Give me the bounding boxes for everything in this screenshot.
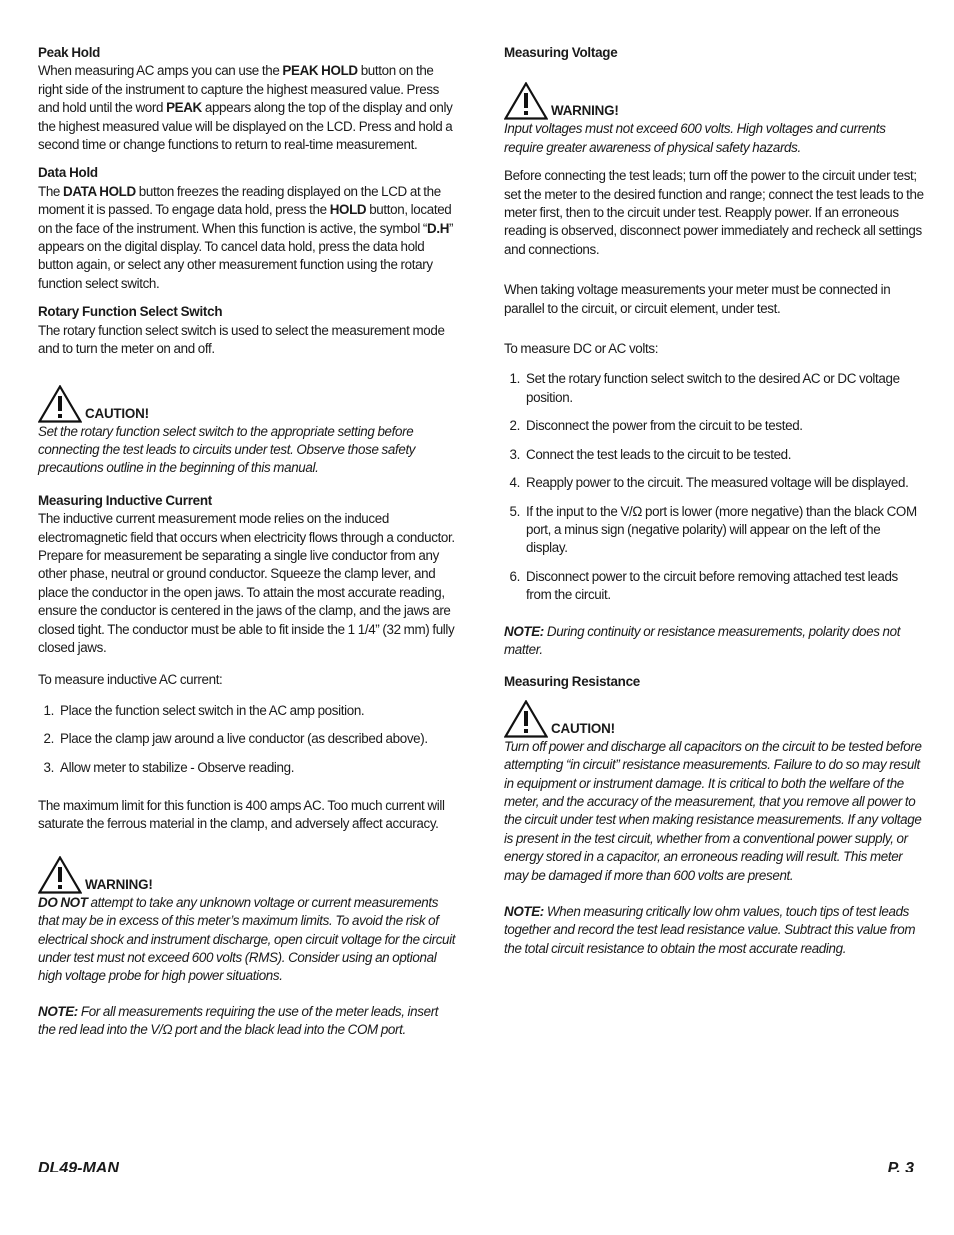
voltage-warning-label: WARNING!	[551, 103, 619, 119]
step-number: 6.	[509, 568, 520, 584]
step-text: Allow meter to stabilize - Observe reading.	[60, 759, 295, 775]
step-number: 1.	[43, 702, 54, 718]
rotary-section	[38, 303, 456, 358]
inductive-heading: Measuring Inductive Current	[38, 492, 212, 508]
warning-header	[38, 854, 456, 894]
list-item	[38, 759, 456, 777]
inductive-limit: The maximum limit for this function is 400 amps AC. Too much current will saturate the ferrous material in the clamp, and adversely affect accuracy.	[38, 798, 445, 832]
note-body: During continuity or resistance measurements, polarity does not matter.	[504, 623, 901, 657]
peak-hold-heading: Peak Hold	[38, 45, 101, 60]
warning-body: attempt to take any unknown voltage or current measurements that may be in excess of this meter’s maximum limits. To avoid the risk of electrical shock and instrument discharge, open circuit voltage for the circuit under test must not exceed 600 volts (RMS). Consider using an optional high voltage probe for high power situations.	[38, 894, 456, 984]
voltage-p2: When taking voltage measurements your meter must be connected in parallel to the circuit, or circuit element, under test.	[504, 282, 891, 316]
step-number: 4.	[509, 475, 520, 491]
list-item	[504, 474, 924, 492]
note-lead: NOTE:	[504, 623, 544, 639]
resistance-caution-label: CAUTION!	[551, 720, 615, 736]
caution-label: CAUTION!	[85, 405, 149, 421]
rotary-text: The rotary function select switch is used to select the measurement mode and to turn the meter on and off.	[38, 322, 445, 357]
caution-box-left	[38, 383, 456, 478]
hold-button-name: HOLD	[329, 202, 367, 218]
step-number: 5.	[509, 503, 520, 519]
inductive-section	[38, 492, 456, 834]
list-item	[38, 702, 456, 720]
step-text: Place the function select switch in the AC amp position.	[60, 702, 365, 718]
peak-hold-text	[38, 62, 456, 154]
voltage-steps	[504, 370, 924, 604]
rotary-heading: Rotary Function Select Switch	[38, 304, 223, 320]
peak-word: PEAK	[166, 100, 202, 116]
voltage-intro: To measure DC or AC volts:	[504, 341, 659, 357]
list-item	[504, 568, 924, 605]
note-lead: NOTE:	[504, 904, 544, 919]
note-lead: NOTE:	[38, 1003, 78, 1019]
resistance-caution-header	[504, 698, 924, 738]
step-number: 3.	[509, 446, 520, 462]
step-text: Set the rotary function select switch to the desired AC or DC voltage position.	[526, 371, 900, 405]
warning-triangle-icon	[38, 856, 82, 894]
footer-page-number: P. 3	[887, 1160, 914, 1172]
warning-text	[38, 894, 456, 986]
step-text: Disconnect power to the circuit before removing attached test leads from the circuit.	[526, 568, 898, 603]
do-not-lead: DO NOT	[38, 894, 88, 910]
note-body: For all measurements requiring the use of the meter leads, insert the red lead into the V/Ω port and the black lead into the COM port.	[38, 1003, 439, 1038]
data-hold-text-3: button, located on the face of the instrument. When this function is active, the symbol “	[38, 202, 452, 236]
step-number: 2.	[43, 731, 54, 747]
right-column	[504, 44, 924, 958]
note-left	[38, 1003, 456, 1040]
data-hold-text-1: The	[38, 183, 63, 199]
resistance-heading: Measuring Resistance	[504, 674, 640, 690]
note-text	[38, 1003, 456, 1040]
warning-triangle-icon	[504, 82, 548, 120]
warning-label: WARNING!	[85, 876, 153, 892]
caution-text: Set the rotary function select switch to the appropriate setting before connecting the test leads to circuits under test. Observe those safety precautions outline in the beginning of this manual.	[38, 423, 416, 476]
left-column	[38, 44, 456, 1040]
voltage-heading: Measuring Voltage	[504, 45, 618, 60]
data-hold-text-2: button freezes the reading displayed on the LCD at the moment it is passed. To engage data hold, press the	[38, 183, 441, 218]
data-hold-button-name: DATA HOLD	[63, 183, 136, 199]
step-text: Disconnect the power from the circuit to be tested.	[526, 418, 803, 434]
footer-doc-id: DL49-MAN	[38, 1160, 119, 1172]
voltage-p1: Before connecting the test leads; turn off the power to the circuit under test; set the meter to the desired function and range; connect the test leads to the meter first, then to the circuit under test. Reapply power. If an erroneous reading is observed, disconnect power immediately and recheck all settings and connections.	[504, 168, 924, 257]
data-hold-section	[38, 164, 456, 293]
step-number: 1.	[509, 371, 520, 387]
warning-triangle-icon	[38, 385, 82, 423]
step-number: 3.	[43, 759, 54, 775]
step-text: Connect the test leads to the circuit to be tested.	[526, 446, 792, 462]
warning-box-left	[38, 854, 456, 986]
inductive-text: The inductive current measurement mode relies on the induced electromagnetic field that occurs when electricity flows through a conductor. Prepare for measurement be separating a single live conductor from any other phase, neutral or ground conductor. Squeeze the clamp lever, and place the conductor in the open jaws. To attain the most accurate reading, ensure the conductor is centered in the jaws of the clamp, and the jaws are closed tight. The conductor must be able to fit inside the 1 1/4” (32 mm) fully closed jaws.	[38, 511, 455, 655]
data-hold-text-4: ” appears on the digital display. To cancel data hold, press the data hold button again, or select any other measurement function using the rotary function select switch.	[38, 220, 454, 291]
voltage-section	[504, 44, 924, 659]
peak-hold-text-1: When measuring AC amps you can use the	[38, 63, 283, 79]
resistance-section	[504, 673, 924, 958]
list-item	[38, 730, 456, 748]
peak-hold-text-3: appears along the top of the display and only the highest measured value will be displayed on the LCD. Press and hold a second time or change functions to return to real-time measurement.	[38, 100, 453, 153]
peak-hold-section	[38, 44, 456, 154]
voltage-warning-text: Input voltages must not exceed 600 volts. High voltages and currents require greater awareness of physical safety hazards.	[504, 121, 886, 155]
step-text: Place the clamp jaw around a live conductor (as described above).	[60, 731, 428, 747]
data-hold-text	[38, 183, 456, 293]
step-text: If the input to the V/Ω port is lower (more negative) than the black COM port, a minus sign (negative polarity) will appear on the left of the display.	[526, 503, 917, 556]
voltage-warning-header	[504, 80, 924, 120]
peak-hold-button-name: PEAK HOLD	[282, 63, 358, 79]
inductive-intro: To measure inductive AC current:	[38, 672, 223, 688]
list-item	[504, 503, 924, 558]
step-number: 2.	[509, 418, 520, 434]
list-item	[504, 417, 924, 435]
peak-hold-text-2: button on the right side of the instrument to capture the highest measured value. Press and hold until the word	[38, 63, 440, 116]
warning-triangle-icon	[504, 700, 548, 738]
data-hold-heading: Data Hold	[38, 165, 98, 181]
resistance-note	[504, 903, 924, 958]
dh-symbol: D.H	[427, 220, 450, 236]
step-text: Reapply power to the circuit. The measured voltage will be displayed.	[526, 475, 909, 491]
inductive-steps	[38, 702, 456, 777]
note-body: When measuring critically low ohm values, touch tips of test leads together and record the test lead resistance value. Subtract this value from the total circuit resistance to obtain the most accurate reading.	[504, 904, 916, 956]
list-item	[504, 370, 924, 407]
list-item	[504, 446, 924, 464]
resistance-caution-text: Turn off power and discharge all capacitors on the circuit to be tested before attempting “in circuit” resistance measurements. Failure to do so may result in equipment or instrument damage. It is critical to both the welfare of the meter, and the accuracy of the measurement, that you remove all power to the circuit under test when making resistance measurements. If any voltage is present in the test circuit, whether from a conventional power supply, or energy stored in a capacitor, an erroneous reading will result. This meter may be damaged if more than 600 volts are present.	[504, 738, 922, 883]
voltage-note	[504, 623, 924, 660]
caution-header	[38, 383, 456, 423]
